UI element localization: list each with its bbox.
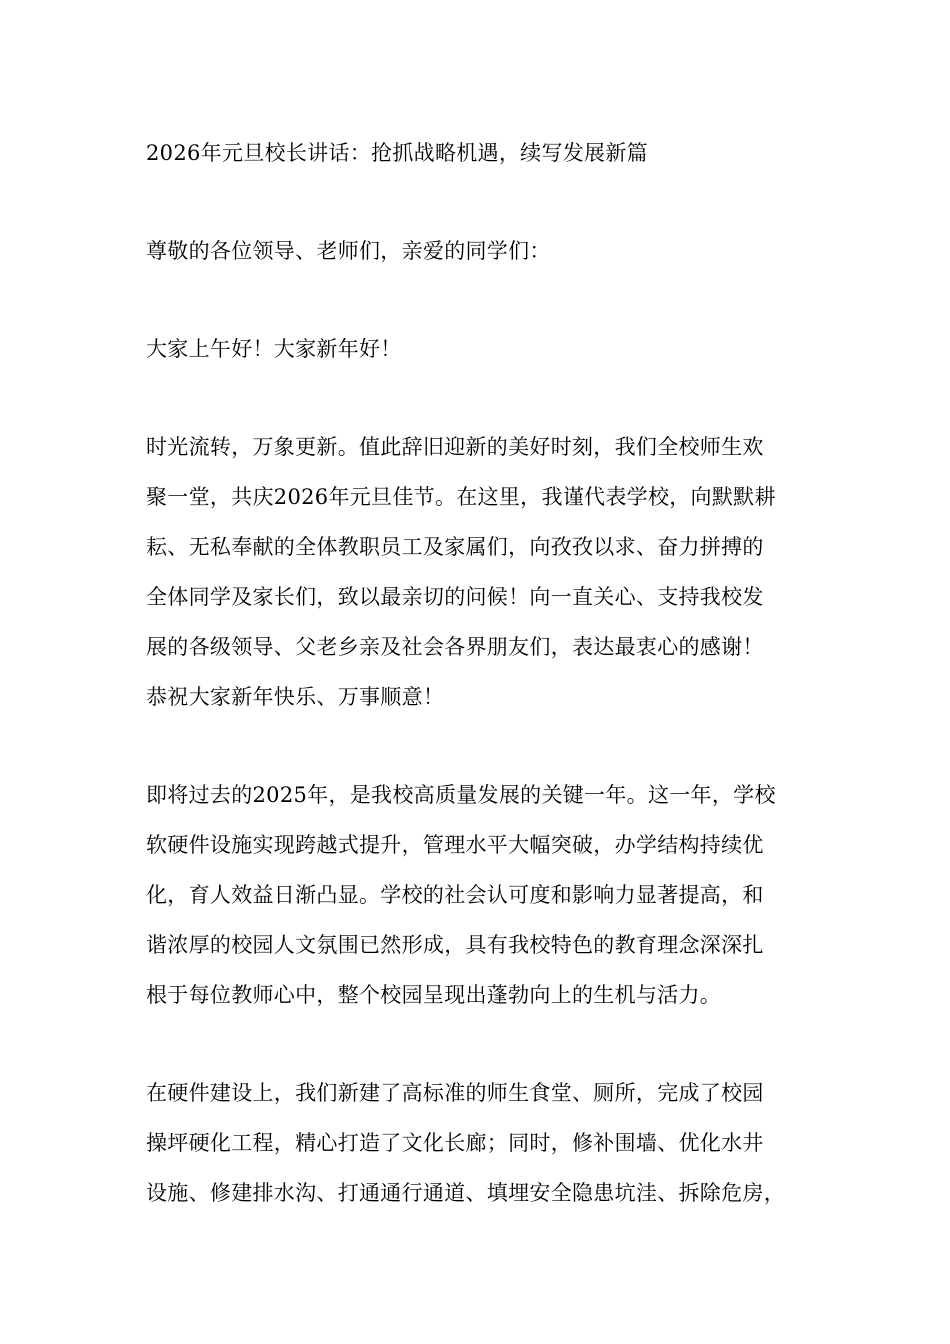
paragraph-line: 聚一堂，共庆2026年元旦佳节。在这里，我谨代表学校，向默默耕 bbox=[146, 485, 776, 509]
paragraph-line: 操坪硬化工程，精心打造了文化长廊；同时，修补围墙、优化水井 bbox=[146, 1131, 764, 1155]
paragraph-line: 根于每位教师心中，整个校园呈现出蓬勃向上的生机与活力。 bbox=[146, 983, 722, 1007]
greeting: 大家上午好！大家新年好！ bbox=[146, 337, 402, 361]
paragraph-line: 谐浓厚的校园人文氛围已然形成，具有我校特色的教育理念深深扎 bbox=[146, 933, 764, 957]
paragraph bbox=[146, 422, 826, 722]
paragraph-line: 耘、无私奉献的全体教职员工及家属们，向孜孜以求、奋力拼搏的 bbox=[146, 535, 764, 559]
paragraph-line: 化，育人效益日渐凸显。学校的社会认可度和影响力显著提高，和 bbox=[146, 883, 764, 907]
paragraph-line: 软硬件设施实现跨越式提升，管理水平大幅突破，办学结构持续优 bbox=[146, 833, 764, 857]
paragraph-line: 时光流转，万象更新。值此辞旧迎新的美好时刻，我们全校师生欢 bbox=[146, 435, 764, 459]
document-title: 2026年元旦校长讲话：抢抓战略机遇，续写发展新篇 bbox=[146, 141, 648, 165]
paragraph-line: 在硬件建设上，我们新建了高标准的师生食堂、厕所，完成了校园 bbox=[146, 1081, 764, 1105]
paragraph-line: 展的各级领导、父老乡亲及社会各界朋友们，表达最衷心的感谢！ bbox=[146, 635, 764, 659]
paragraph-line: 恭祝大家新年快乐、万事顺意！ bbox=[146, 685, 445, 709]
paragraph-line: 全体同学及家长们，致以最亲切的问候！向一直关心、支持我校发 bbox=[146, 585, 764, 609]
paragraph-line: 即将过去的2025年，是我校高质量发展的关键一年。这一年，学校 bbox=[146, 783, 776, 807]
document-body bbox=[146, 128, 826, 1266]
paragraph-line: 设施、修建排水沟、打通通行通道、填埋安全隐患坑洼、拆除危房， bbox=[146, 1181, 785, 1205]
salutation: 尊敬的各位领导、老师们，亲爱的同学们： bbox=[146, 239, 551, 263]
paragraph bbox=[146, 1068, 826, 1218]
paragraph bbox=[146, 770, 826, 1020]
